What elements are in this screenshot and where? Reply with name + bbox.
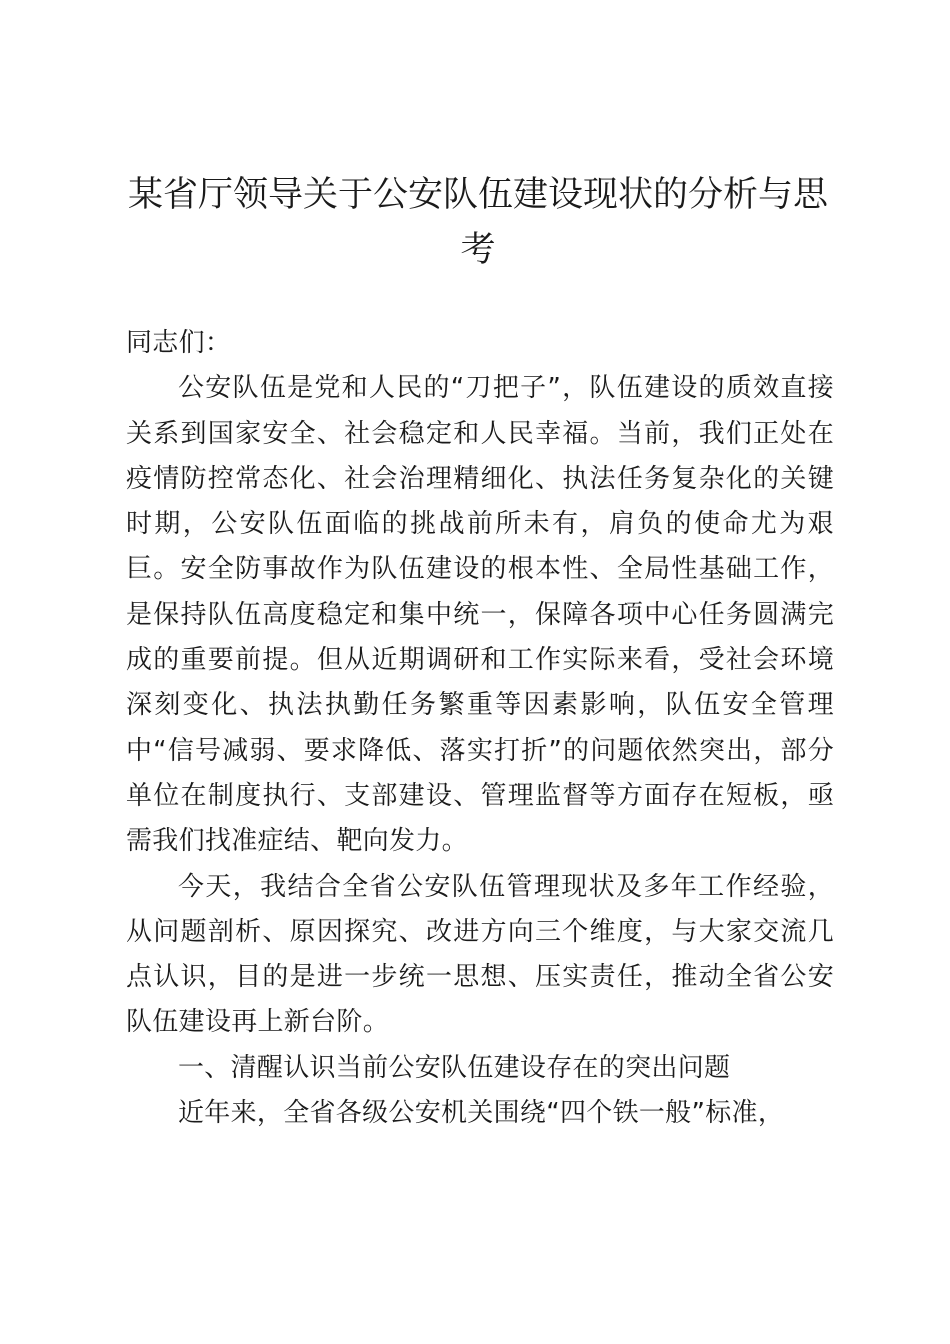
- salutation: 同志们：: [126, 328, 232, 358]
- paragraph-intro: 公安队伍是党和人民的“刀把子”，队伍建设的质效直接关系到国家安全、社会稳定和人民幸福。当前，我们正处在疫情防控常态化、社会治理精细化、执法任务复杂化的关键时期，公安队伍面临的挑战前所未有，肩负的使命尤为艰巨。安全防事故作为队伍建设的根本性、全局性基础工作，是保持队伍高度稳定和集中统一，保障各项中心任务圆满完成的重要前提。但从近期调研和工作实际来看，受社会环境深刻变化、执法执勤任务繁重等因素影响，队伍安全管理中“信号减弱、要求降低、落实打折”的问题依然突出，部分单位在制度执行、支部建设、管理监督等方面存在短板，亟需我们找准症结、靶向发力。: [126, 373, 834, 857]
- document-body: [126, 321, 834, 1136]
- paragraph-section-one: 近年来，全省各级公安机关围绕“四个铁一般”标准，: [178, 1098, 785, 1129]
- paragraph-purpose: 今天，我结合全省公安队伍管理现状及多年工作经验，从问题剖析、原因探究、改进方向三个维度，与大家交流几点认识，目的是进一步统一思想、压实责任，推动全省公安队伍建设再上新台阶。: [126, 871, 834, 1038]
- section-heading: 一、清醒认识当前公安队伍建设存在的突出问题: [178, 1052, 731, 1083]
- document-title: 某省厅领导关于公安队伍建设现状的分析与思考: [127, 175, 828, 270]
